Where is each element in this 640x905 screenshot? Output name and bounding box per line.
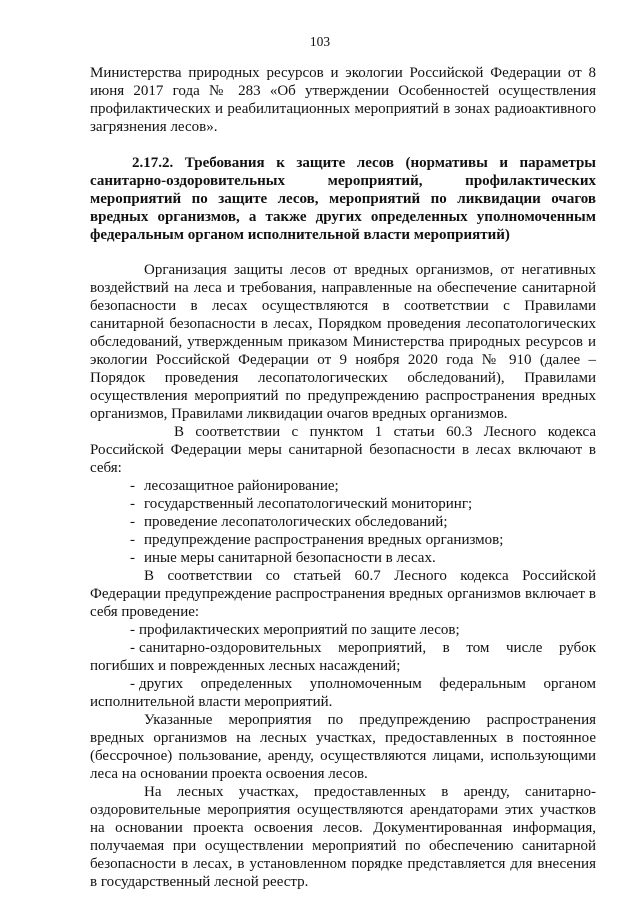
list-item-text: проведение лесопатологических обследований;: [144, 514, 448, 530]
list-dash: -: [130, 676, 135, 692]
measures-list: [90, 477, 596, 567]
list-dash: -: [130, 532, 135, 548]
list-item: [90, 675, 596, 711]
prevention-list: [90, 621, 596, 711]
list-item-text: санитарно-оздоровительных мероприятий, в том числе рубок погибших и поврежденных лесных насаждений;: [90, 640, 596, 674]
list-dash: -: [130, 550, 135, 566]
section-heading: 2.17.2. Требования к защите лесов (нормативы и параметры санитарно-оздоровительных мероприятий, профилактических мероприятий по защите лесов, мероприятий по ликвидации очагов вредных организмов, а также других определенных уполномоченным федеральным органом исполнительной власти мероприятий): [90, 155, 596, 243]
paragraph-prevention: В соответствии со статьей 60.7 Лесного кодекса Российской Федерации предупреждение распространения вредных организмов включает в себя проведение:: [90, 568, 596, 620]
paragraph-lessees-records: На лесных участках, предоставленных в аренду, санитарно-оздоровительные мероприятия осуществляются арендаторами этих участков на основании проекта освоения лесов. Документированная информация, получаемая при осуществлении мероприятий по обеспечению санитарной безопасности в лесах, в установленном порядке представляется для внесения в государственный лесной реестр.: [90, 784, 596, 890]
list-item: [90, 495, 596, 513]
paragraph-lessees-use: Указанные мероприятия по предупреждению распространения вредных организмов на лесных участках, предоставленных в постоянное (бессрочное) пользование, аренду, осуществляются лицами, использующими леса на основании проекта освоения лесов.: [90, 712, 596, 782]
list-item: [90, 531, 596, 549]
page-number: 103: [309, 34, 331, 49]
paragraph-organization: Организация защиты лесов от вредных организмов, от негативных воздействий на леса и требования, направленные на обеспечение санитарной безопасности в лесах осуществляются в соответствии с Правилами санитарной безопасности в лесах, Порядком проведения лесопатологических обследований, утвержденным приказом Министерства природных ресурсов и экологии Российской Федерации от 9 ноября 2020 года № 910 (далее – Порядок проведения лесопатологических обследований), Правилами осуществления мероприятий по предупреждению распространения вредных организмов, Правилами ликвидации очагов вредных организмов.: [90, 262, 596, 422]
list-item-text: профилактических мероприятий по защите лесов;: [139, 622, 460, 638]
list-dash: -: [130, 640, 135, 656]
list-dash: -: [130, 496, 135, 512]
list-dash: -: [130, 622, 135, 638]
list-dash: -: [130, 514, 135, 530]
list-item-text: лесозащитное районирование;: [144, 478, 339, 494]
list-item-text: других определенных уполномоченным федеральным органом исполнительной власти мероприятий.: [90, 676, 596, 710]
list-item: [90, 513, 596, 531]
list-item: [90, 549, 596, 567]
intro-paragraph: Министерства природных ресурсов и экологии Российской Федерации от 8 июня 2017 года № 283 «Об утверждении Особенностей осуществления профилактических и реабилитационных мероприятий в зонах радиоактивного загрязнения лесов».: [90, 65, 596, 135]
paragraph-measures: В соответствии с пунктом 1 статьи 60.3 Лесного кодекса Российской Федерации меры санитарной безопасности в лесах включают в себя:: [90, 424, 596, 476]
list-item: [90, 477, 596, 495]
list-dash: -: [130, 478, 135, 494]
list-item: [90, 639, 596, 675]
list-item-text: государственный лесопатологический мониторинг;: [144, 496, 473, 512]
list-item-text: предупреждение распространения вредных организмов;: [144, 532, 504, 548]
list-item: [90, 621, 596, 639]
document-body: [90, 64, 596, 891]
list-item-text: иные меры санитарной безопасности в лесах.: [144, 550, 436, 566]
